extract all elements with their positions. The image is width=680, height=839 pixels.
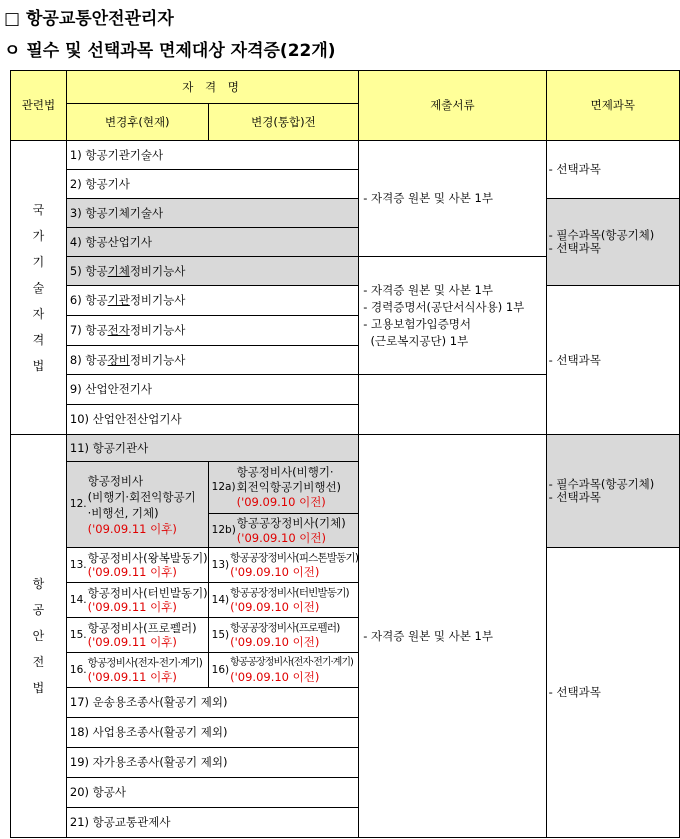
header-subjects: 면제과목 bbox=[546, 71, 679, 141]
docs-cell bbox=[359, 141, 546, 257]
table-row: 7) 항공전자정비기능사 bbox=[66, 316, 358, 346]
cell-line: - 선택과목 bbox=[548, 352, 601, 367]
law-aviation: 항 공 안 전 법 bbox=[11, 435, 67, 838]
cell-line: - 자격증 원본 및 사본 1부 bbox=[363, 628, 493, 643]
table-subrow: 16) 항공공장정비사(전자·전기·계기) ('09.09.10 이전) bbox=[208, 653, 359, 688]
section-heading bbox=[4, 4, 174, 29]
table-row: 4) 항공산업기사 bbox=[66, 228, 358, 257]
cell-line: - 선택과목 bbox=[548, 162, 601, 176]
table-row: 3) 항공기체기술사 bbox=[66, 199, 358, 228]
cell-line: (근로복지공단) 1부 bbox=[363, 333, 469, 348]
table-row: 14. 항공정비사(터빈발동기) ('09.09.11 이후) bbox=[66, 583, 208, 618]
cell-line: - 자격증 원본 및 사본 1부 bbox=[363, 282, 493, 297]
table-row: 20) 항공사 bbox=[66, 778, 358, 808]
header-qualification: 자 격 명 bbox=[66, 71, 358, 104]
table-subrow: 13) 항공공장정비사(피스톤발동기) ('09.09.10 이전) bbox=[208, 548, 359, 583]
table-row: 6) 항공기관정비기능사 bbox=[66, 286, 358, 316]
table-row: 10) 산업안전산업기사 bbox=[66, 405, 358, 435]
table-row: 1) 항공기관기술사 bbox=[66, 141, 358, 170]
subjects-cell bbox=[546, 199, 679, 286]
cell-line: - 필수과목(항공기체) bbox=[548, 477, 655, 491]
table-row: 8) 항공장비정비기능사 bbox=[66, 346, 358, 375]
subsection-heading bbox=[4, 36, 336, 61]
header-after: 변경후(현재) bbox=[66, 104, 208, 141]
subjects-cell bbox=[546, 548, 679, 838]
cell-line: - 필수과목(항공기체) bbox=[548, 228, 655, 242]
docs-cell-empty bbox=[359, 375, 546, 435]
law-national: 국 가 기 술 자 격 법 bbox=[11, 141, 67, 435]
table-row: 9) 산업안전기사 bbox=[66, 375, 358, 405]
table-subrow: 12a) 항공정비사(비행기· 회전익항공기비행선) ('09.09.10 이전) bbox=[208, 462, 359, 514]
table-row: 12. 항공정비사 (비행기·회전익항공기 ·비행선, 기체) ('09.09.11 이후) bbox=[66, 462, 208, 548]
table-row: 19) 자가용조종사(활공기 제외) bbox=[66, 748, 358, 778]
cell-line: - 자격증 원본 및 사본 1부 bbox=[363, 191, 493, 205]
docs-cell bbox=[359, 435, 546, 838]
cell-line: - 선택과목 bbox=[548, 241, 601, 255]
table-row: 13. 항공정비사(왕복발동기) ('09.09.11 이후) bbox=[66, 548, 208, 583]
table-row: 18) 사업용조종사(활공기 제외) bbox=[66, 718, 358, 748]
heading-text: □ 항공교통안전관리자 bbox=[4, 9, 174, 29]
docs-cell bbox=[359, 257, 546, 375]
exemption-table bbox=[10, 70, 680, 838]
table-row: 5) 항공기체정비기능사 bbox=[66, 257, 358, 286]
heading-text: ㅇ 필수 및 선택과목 면제대상 자격증(22개) bbox=[4, 41, 336, 61]
table-row: 16. 항공정비사(전자·전기·계기) ('09.09.11 이후) bbox=[66, 653, 208, 688]
subjects-cell bbox=[546, 286, 679, 435]
header-before: 변경(통합)전 bbox=[208, 104, 359, 141]
cell-line: - 선택과목 bbox=[548, 685, 601, 699]
cell-line: - 고용보험가입증명서 bbox=[363, 316, 471, 331]
subjects-cell bbox=[546, 435, 679, 548]
cell-line: - 경력증명서(공단서식사용) 1부 bbox=[363, 299, 525, 314]
table-row: 2) 항공기사 bbox=[66, 170, 358, 199]
table-row: 11) 항공기관사 bbox=[66, 435, 358, 462]
table-row: 17) 운송용조종사(활공기 제외) bbox=[66, 688, 358, 718]
table-row: 15. 항공정비사(프로펠러) ('09.09.11 이후) bbox=[66, 618, 208, 653]
cell-line: - 선택과목 bbox=[548, 490, 601, 504]
header-law: 관련법 bbox=[11, 71, 67, 141]
table-subrow: 14) 항공공장정비사(터빈발동기) ('09.09.10 이전) bbox=[208, 583, 359, 618]
table-subrow: 12b) 항공공장정비사(기체) ('09.09.10 이전) bbox=[208, 514, 359, 548]
table-subrow: 15) 항공공장정비사(프로펠러) ('09.09.10 이전) bbox=[208, 618, 359, 653]
table-row: 21) 항공교통관제사 bbox=[66, 808, 358, 838]
header-docs: 제출서류 bbox=[359, 71, 546, 141]
subjects-cell bbox=[546, 141, 679, 199]
